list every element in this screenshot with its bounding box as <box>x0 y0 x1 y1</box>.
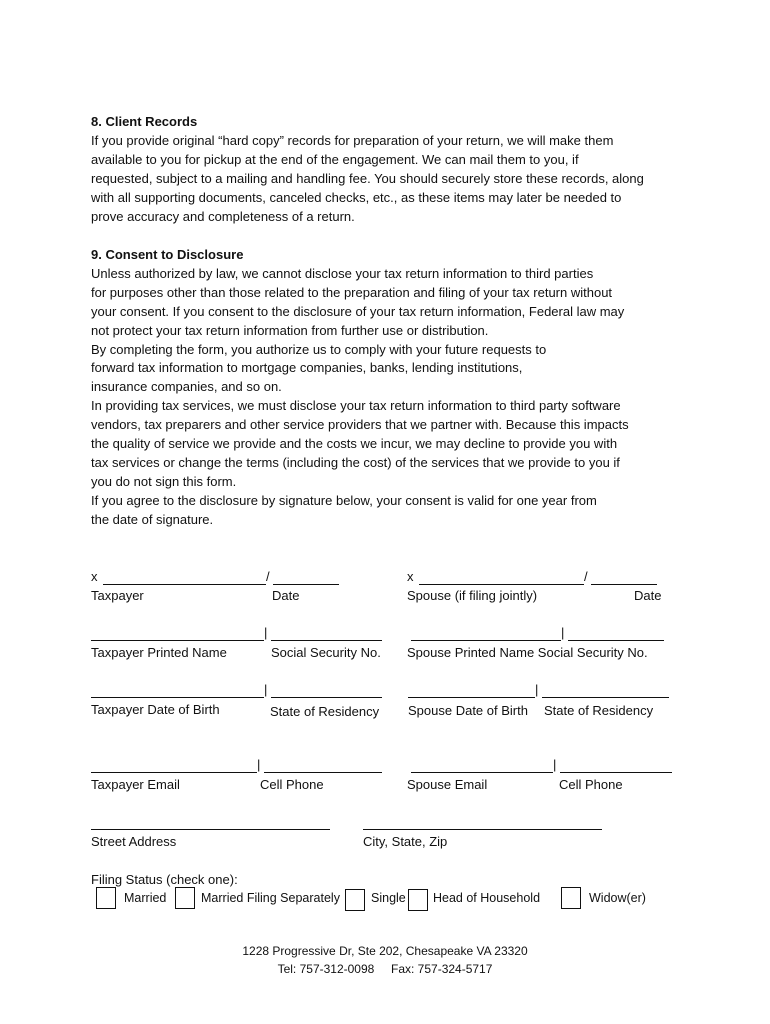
spouse-date-line[interactable] <box>591 584 657 585</box>
ssn-label: Social Security No. <box>271 645 381 660</box>
spouse-email-line[interactable] <box>411 772 553 773</box>
taxpayer-label: Taxpayer <box>91 588 144 603</box>
spouse-state-residency-label: State of Residency <box>544 703 654 718</box>
paragraph-line: insurance companies, and so on. <box>91 379 282 395</box>
taxpayer-dob-label: Taxpayer Date of Birth <box>91 702 220 717</box>
cell-phone-label: Cell Phone <box>260 777 324 792</box>
section-heading: 8. Client Records <box>91 114 198 129</box>
x-mark: x <box>91 569 98 584</box>
bar-separator: | <box>535 682 539 697</box>
spouse-label: Spouse (if filing jointly) <box>407 588 538 603</box>
city-state-zip-line[interactable] <box>363 829 602 830</box>
bar-separator: | <box>264 625 268 640</box>
head-of-household-checkbox[interactable] <box>408 889 428 911</box>
section-consent-to-disclosure <box>91 246 629 530</box>
spouse-ssn-line[interactable] <box>568 640 664 641</box>
married-label: Married <box>124 891 167 905</box>
paragraph-line: vendors, tax preparers and other service providers that we partner with. Because this impacts <box>91 417 629 433</box>
paragraph-line: In providing tax services, we must disclose your tax return information to third party software <box>91 398 621 414</box>
date-label: Date <box>272 588 300 603</box>
paragraph-line: If you provide original “hard copy” records for preparation of your return, we will make them <box>91 132 614 148</box>
slash-separator: / <box>266 569 270 584</box>
taxpayer-printed-name-line[interactable] <box>91 640 264 641</box>
paragraph-line: If you agree to the disclosure by signature below, your consent is valid for one year from <box>91 492 597 508</box>
x-mark: x <box>407 569 414 584</box>
section-heading: 9. Consent to Disclosure <box>91 247 244 262</box>
city-state-zip-label: City, State, Zip <box>363 834 448 849</box>
taxpayer-email-label: Taxpayer Email <box>91 777 180 792</box>
state-residency-label: State of Residency <box>270 704 380 719</box>
street-address-line[interactable] <box>91 829 330 830</box>
taxpayer-dob-line[interactable] <box>91 697 264 698</box>
paragraph-line: the date of signature. <box>91 511 214 527</box>
bar-separator: | <box>264 682 268 697</box>
ssn-line[interactable] <box>271 640 382 641</box>
spouse-date-label: Date <box>634 588 662 603</box>
married-filing-separately-label: Married Filing Separately <box>201 891 340 905</box>
spouse-state-residency-line[interactable] <box>542 697 669 698</box>
paragraph-line: you do not sign this form. <box>91 473 237 489</box>
spouse-cell-phone-label: Cell Phone <box>559 777 623 792</box>
spouse-cell-phone-line[interactable] <box>560 772 672 773</box>
paragraph-line: requested, subject to a mailing and handling fee. You should securely store these records, along <box>91 170 644 186</box>
paragraph-line: prove accuracy and completeness of a return. <box>91 208 355 224</box>
paragraph-line: with all supporting documents, canceled checks, etc., as these items may later be needed to <box>91 189 622 205</box>
paragraph-line: Unless authorized by law, we cannot disclose your tax return information to third parties <box>91 265 594 281</box>
cell-phone-line[interactable] <box>264 772 382 773</box>
single-checkbox[interactable] <box>345 889 365 911</box>
widower-checkbox[interactable] <box>561 887 581 909</box>
head-of-household-label: Head of Household <box>433 891 541 905</box>
spouse-email-label: Spouse Email <box>407 777 488 792</box>
slash-separator: / <box>584 569 588 584</box>
spouse-dob-line[interactable] <box>408 697 535 698</box>
taxpayer-printed-name-label: Taxpayer Printed Name <box>91 645 227 660</box>
paragraph-line: By completing the form, you authorize us to comply with your future requests to <box>91 341 547 357</box>
widower-label: Widow(er) <box>589 891 646 905</box>
paragraph-line: for purposes other than those related to the preparation and filing of your tax return without <box>91 284 613 300</box>
spouse-printed-name-ssn-label: Spouse Printed Name Social Security No. <box>407 645 648 660</box>
married-checkbox[interactable] <box>96 887 116 909</box>
taxpayer-date-line[interactable] <box>273 584 339 585</box>
taxpayer-signature-line[interactable] <box>103 584 266 585</box>
bar-separator: | <box>553 757 557 772</box>
paragraph-line: your consent. If you consent to the disclosure of your tax return information, Federal law may <box>91 303 625 319</box>
paragraph-line: not protect your tax return information from further use or distribution. <box>91 322 489 338</box>
married-filing-separately-checkbox[interactable] <box>175 887 195 909</box>
section-client-records <box>91 113 644 226</box>
paragraph-line: the quality of service we provide and the costs we incur, we may decline to provide you with <box>91 436 618 452</box>
taxpayer-email-line[interactable] <box>91 772 257 773</box>
bar-separator: | <box>257 757 261 772</box>
spouse-signature-line[interactable] <box>419 584 584 585</box>
filing-status-label: Filing Status (check one): <box>91 872 238 887</box>
spouse-printed-name-line[interactable] <box>411 640 561 641</box>
paragraph-line: tax services or change the terms (including the cost) of the services that we provide to you if <box>91 454 620 470</box>
footer-address: 1228 Progressive Dr, Ste 202, Chesapeake VA 23320 <box>242 944 528 958</box>
spouse-dob-label: Spouse Date of Birth <box>408 703 528 718</box>
paragraph-line: available to you for pickup at the end of the engagement. We can mail them to you, if <box>91 151 579 167</box>
footer-phones: Tel: 757-312-0098 Fax: 757-324-5717 <box>277 962 493 976</box>
single-label: Single <box>371 891 406 905</box>
paragraph-line: forward tax information to mortgage companies, banks, lending institutions, <box>91 360 523 376</box>
bar-separator: | <box>561 625 565 640</box>
state-residency-line[interactable] <box>271 697 382 698</box>
street-address-label: Street Address <box>91 834 177 849</box>
